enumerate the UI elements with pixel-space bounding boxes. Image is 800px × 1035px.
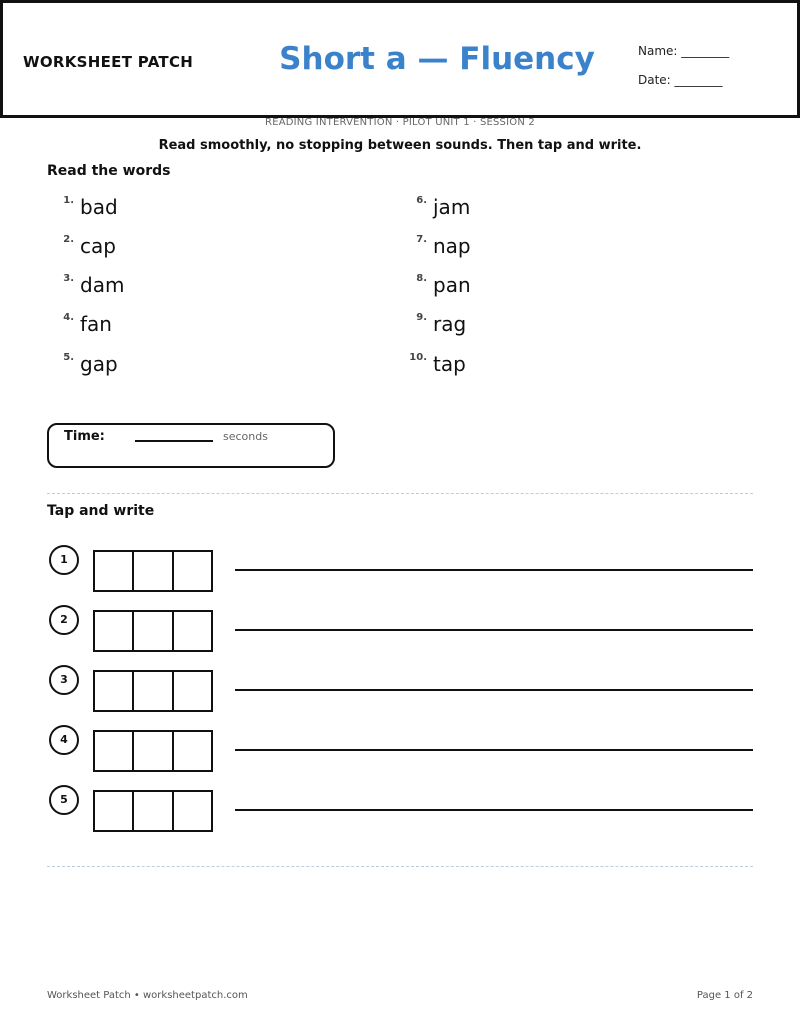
row-number-badge: 4 <box>49 725 79 755</box>
time-unit: seconds <box>223 430 268 443</box>
sound-box[interactable] <box>174 732 211 770</box>
word-text: gap <box>80 352 118 376</box>
sound-boxes <box>93 730 213 772</box>
sound-box[interactable] <box>95 612 134 650</box>
worksheet-title: Short a — Fluency <box>279 41 595 77</box>
word-number: 3. <box>63 273 74 284</box>
brand-name: WORKSHEET PATCH <box>23 53 194 71</box>
writing-line[interactable] <box>235 809 753 811</box>
sound-boxes <box>93 550 213 592</box>
tap-write-row <box>0 785 800 827</box>
tap-write-row <box>0 665 800 707</box>
sound-box[interactable] <box>174 792 211 830</box>
word-number: 5. <box>63 352 74 363</box>
word-number: 10. <box>409 352 427 363</box>
writing-line[interactable] <box>235 629 753 631</box>
tap-write-title: Tap and write <box>47 503 155 519</box>
word-number: 6. <box>416 195 427 206</box>
writing-line[interactable] <box>235 569 753 571</box>
writing-line[interactable] <box>235 689 753 691</box>
session-subheader: READING INTERVENTION · PILOT UNIT 1 · SESSION 2 <box>265 117 535 128</box>
section-divider <box>47 493 753 494</box>
sound-box[interactable] <box>134 672 173 710</box>
worksheet-header <box>0 0 800 118</box>
word-number: 4. <box>63 312 74 323</box>
sound-box[interactable] <box>174 672 211 710</box>
sound-box[interactable] <box>174 612 211 650</box>
writing-line[interactable] <box>235 749 753 751</box>
tap-write-row <box>0 725 800 767</box>
word-text: nap <box>433 234 471 258</box>
sound-box[interactable] <box>95 792 134 830</box>
row-number-badge: 3 <box>49 665 79 695</box>
sound-box[interactable] <box>134 612 173 650</box>
word-text: pan <box>433 273 471 297</box>
instructions: Read smoothly, no stopping between sounds. Then tap and write. <box>158 138 642 153</box>
sound-box[interactable] <box>134 552 173 590</box>
section-divider <box>47 866 753 867</box>
row-number-badge: 2 <box>49 605 79 635</box>
sound-box[interactable] <box>95 672 134 710</box>
sound-boxes <box>93 790 213 832</box>
tap-write-row <box>0 545 800 587</box>
sound-box[interactable] <box>95 732 134 770</box>
sound-box[interactable] <box>174 552 211 590</box>
footer-credit: Worksheet Patch • worksheetpatch.com <box>47 990 248 1001</box>
word-number: 9. <box>416 312 427 323</box>
word-text: rag <box>433 312 467 336</box>
word-number: 2. <box>63 234 74 245</box>
row-number-badge: 5 <box>49 785 79 815</box>
row-number-badge: 1 <box>49 545 79 575</box>
date-field[interactable]: Date: ________ <box>638 73 723 87</box>
word-number: 7. <box>416 234 427 245</box>
sound-boxes <box>93 610 213 652</box>
word-text: bad <box>80 195 118 219</box>
sound-box[interactable] <box>134 732 173 770</box>
word-text: fan <box>80 312 112 336</box>
sound-box[interactable] <box>95 552 134 590</box>
word-text: cap <box>80 234 116 258</box>
sound-boxes <box>93 670 213 712</box>
word-number: 8. <box>416 273 427 284</box>
time-input-line[interactable] <box>135 440 213 442</box>
sound-box[interactable] <box>134 792 173 830</box>
time-label: Time: <box>64 429 105 444</box>
tap-write-row <box>0 605 800 647</box>
read-words-title: Read the words <box>47 163 171 179</box>
time-box <box>47 423 335 468</box>
word-text: jam <box>433 195 471 219</box>
page-number: Page 1 of 2 <box>696 990 753 1001</box>
word-number: 1. <box>63 195 74 206</box>
word-text: tap <box>433 352 466 376</box>
word-text: dam <box>80 273 125 297</box>
name-field[interactable]: Name: ________ <box>638 44 730 58</box>
